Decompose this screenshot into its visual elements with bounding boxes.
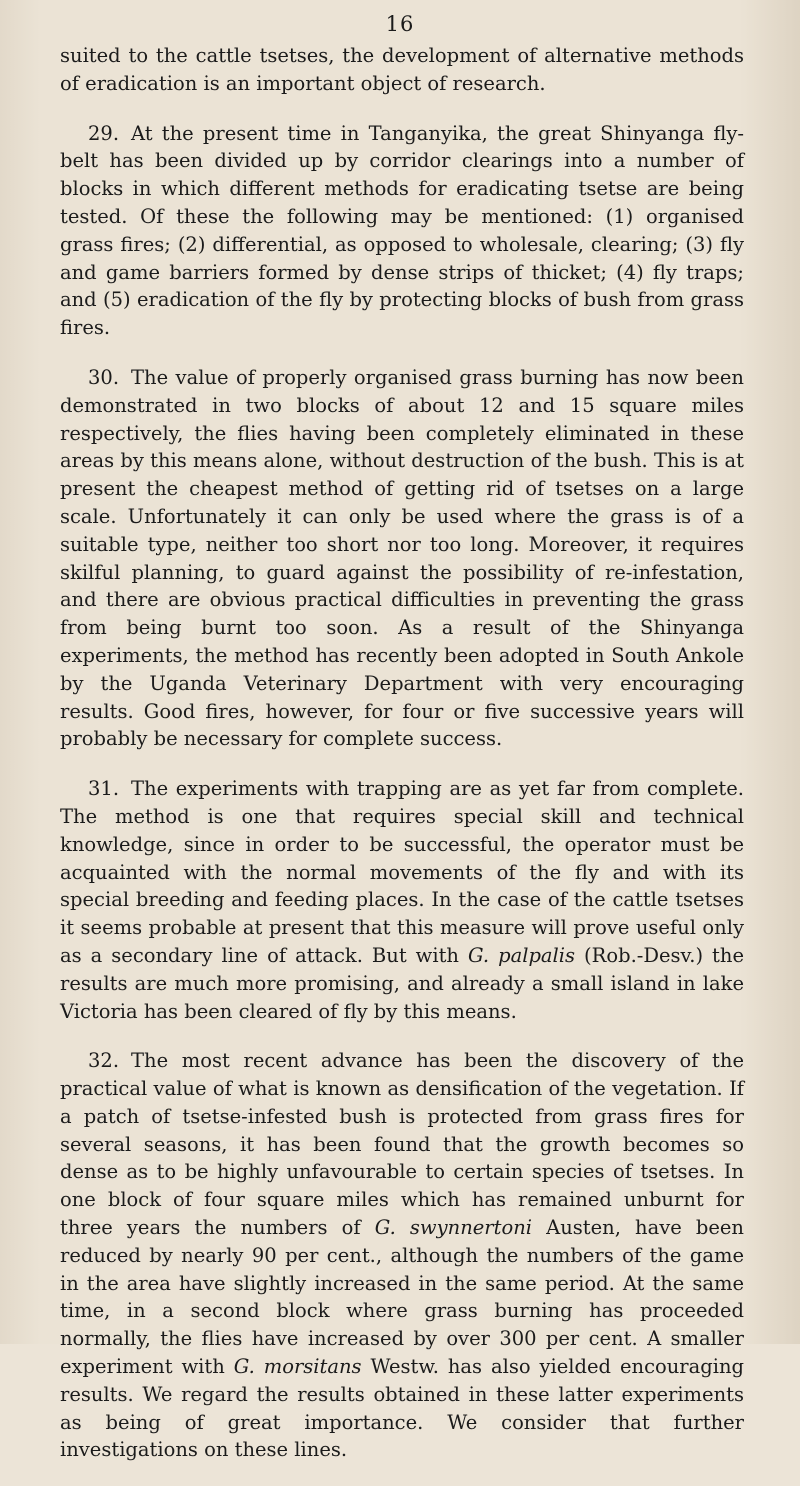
paragraph-text: The value of properly organised grass burning has now been demonstrated in two blocks of about 12 and 15 square miles respectively, the flies having been completely eliminated in these areas by this means alone, without destruction of the bush. This is at present the cheapest method of getting rid of tsetses on a large scale. Unfortunately it can only be used where the grass is of a suitable type, neither too short nor too long. Moreover, it requires skilful planning, to guard against the possibility of re-infestation, and there are obvious practical difficulties in preventing the grass from being burnt too soon. As a result of the Shinyanga experiments, the method has recently been adopted in South Ankole by the Uganda Veterinary Department with very encouraging results. Good fires, however, for four or five successive years will probably be necessary for complete success. [60,365,744,751]
paragraph-text: The experiments with trapping are as yet far from complete. The method is one that requires special skill and technical knowledge, since in order to be successful, the operator must be acquainted with the normal movements of the fly and with its special breeding and feeding places. In the case of the cattle tsetses it seems probable at present that this measure will prove useful only as a secondary line of attack. But with [60,777,744,967]
paragraph-text: At the present time in Tanganyika, the great Shinyanga fly-belt has been divided up by corridor clearings into a number of blocks in which different methods for eradicating tsetse are being tested. Of these the following may be mentioned: (1) organised grass fires; (2) differential, as opposed to wholesale, clearing; (3) fly and game barriers formed by dense strips of thicket; (4) fly traps; and (5) eradication of the fly by protecting blocks of bush from grass fires. [60,121,744,340]
paragraph-number: 30. [88,365,120,389]
paragraph-number: 29. [88,121,120,145]
paragraph-31 [60,775,744,1025]
paragraph-text: suited to the cattle tsetses, the development of alternative methods of eradication is an important object of research. [60,44,744,95]
paragraph-text: Westw. has also yielded encouraging results. We regard the results obtained in these latter experiments as being of great importance. We consider that further investigations on these lines. [60,1355,744,1462]
paragraph-continued [60,42,744,98]
paragraph-29 [60,120,744,342]
species-name: G. palpalis [468,943,576,967]
paragraph-30 [60,364,744,753]
paragraph-32 [60,1047,744,1464]
species-name: G. morsitans [233,1355,362,1379]
paragraph-number: 32. [88,1049,120,1073]
page-number: 16 [385,12,415,36]
species-name: G. swynnertoni [374,1216,532,1240]
paragraph-text: Austen, have been reduced by nearly 90 per cent., although the numbers of the game in the area have slightly increased in the same period. At the same time, in a second block where grass burning has proceeded normally, the flies have increased by over 300 per cent. A smaller experiment with [60,1216,744,1379]
paragraph-text: (Rob.-Desv.) the results are much more promising, and already a small island in lake Victoria has been cleared of fly by this means. [60,943,744,1023]
paragraph-number: 31. [88,777,120,801]
paragraph-text: The most recent advance has been the discovery of the practical value of what is known as densification of the vegetation. If a patch of tsetse-infested bush is protected from grass fires for several seasons, it has been found that the growth becomes so dense as to be highly unfavourable to certain species of tsetses. In one block of four square miles which has remained unburnt for three years the numbers of [60,1049,744,1240]
body-text [60,42,744,1486]
